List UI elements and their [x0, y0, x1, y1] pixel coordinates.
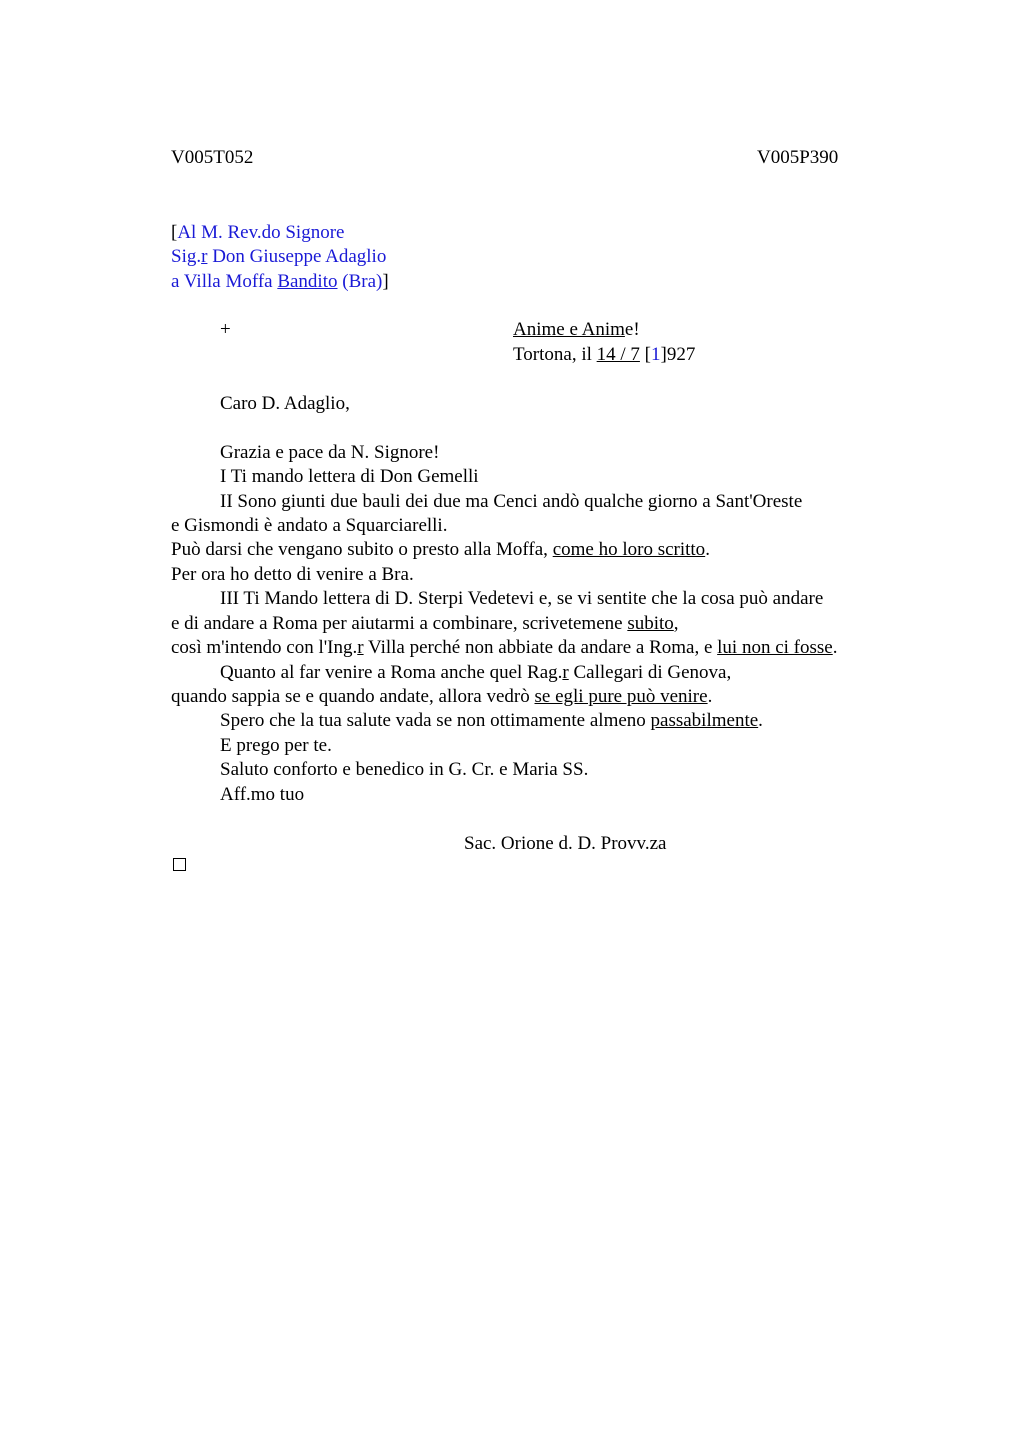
address-line-3 — [171, 270, 389, 294]
body-underlined: come ho loro scritto — [552, 539, 706, 560]
address-text: Al M. Rev.do Signore — [177, 222, 345, 243]
body-line: e Gismondi è andato a Squarciarelli. — [171, 515, 448, 536]
body-line: II Sono giunti due bauli dei due ma Cenci andò qualche giorno a Sant'Oreste — [220, 491, 803, 512]
body-text: . — [707, 686, 713, 707]
motto — [513, 318, 640, 342]
body-underlined: subito — [627, 613, 674, 634]
signature: Sac. Orione d. D. Provv.za — [464, 833, 667, 854]
bracket-open: [ — [171, 222, 178, 243]
salutation: Caro D. Adaglio, — [220, 393, 350, 414]
body-line: III Ti Mando lettera di D. Sterpi Vedetevi e, se vi sentite che la cosa può andare — [220, 588, 824, 609]
dateline-prefix: Tortona, il — [513, 344, 597, 365]
body-text: . — [758, 710, 763, 731]
address-line-1 — [171, 221, 344, 245]
body-line: I Ti mando lettera di Don Gemelli — [220, 466, 479, 487]
document-code-right: V005P390 — [757, 147, 839, 168]
dateline-date: 14 / 7 — [596, 344, 640, 365]
body-underlined: se egli pure può venire — [534, 686, 708, 707]
dateline-year-fill: 1 — [651, 344, 661, 365]
body-line — [171, 538, 710, 562]
document-code-left: V005T052 — [171, 147, 254, 168]
motto-underlined: Anime e Anim — [513, 319, 625, 340]
body-text: . — [832, 637, 838, 658]
body-text: Villa perché non abbiate da andare a Roma, e — [363, 637, 718, 658]
body-text: Callegari di Genova, — [568, 662, 732, 683]
bracket-close: ] — [382, 271, 389, 292]
dateline-year: 927 — [666, 344, 696, 365]
body-text: . — [705, 539, 710, 560]
dateline — [513, 343, 695, 367]
body-line — [171, 612, 679, 636]
body-line: E prego per te. — [220, 735, 332, 756]
body-line: Saluto conforto e benedico in G. Cr. e Maria SS. — [220, 759, 589, 780]
body-line: Per ora ho detto di venire a Bra. — [171, 564, 414, 585]
address-text: (Bra) — [337, 271, 383, 292]
body-text: quando sappia se e quando andate, allora vedrò — [171, 686, 535, 707]
body-text: così m'intendo con l'Ing. — [171, 637, 358, 658]
bracket-open: [ — [644, 344, 651, 365]
square-icon — [173, 858, 186, 871]
address-text: Don Giuseppe Adaglio — [207, 246, 387, 267]
body-text: Quanto al far venire a Roma anche quel Rag. — [220, 662, 563, 683]
address-text: Sig. — [171, 246, 202, 267]
body-line — [220, 709, 763, 733]
bracket-close: ] — [660, 344, 667, 365]
motto-rest: e! — [624, 319, 640, 340]
body-superscript: r — [357, 637, 364, 658]
body-superscript: r — [562, 662, 569, 683]
address-text: a Villa Moffa — [171, 271, 278, 292]
body-line — [171, 636, 837, 660]
address-superscript: r — [201, 246, 208, 267]
body-underlined: lui non ci fosse — [717, 637, 833, 658]
cross-symbol: + — [220, 319, 231, 340]
closing: Aff.mo tuo — [220, 784, 305, 805]
address-line-2 — [171, 245, 386, 269]
body-text: , — [673, 613, 679, 634]
body-line: Grazia e pace da N. Signore! — [220, 442, 440, 463]
body-text: Può darsi che vengano subito o presto alla Moffa, — [171, 539, 553, 560]
body-underlined: passabilmente — [650, 710, 759, 731]
address-place-underlined: Bandito — [277, 271, 338, 292]
body-line — [220, 661, 731, 685]
body-text: e di andare a Roma per aiutarmi a combinare, scrivetemene — [171, 613, 628, 634]
body-line — [171, 685, 712, 709]
body-text: Spero che la tua salute vada se non ottimamente almeno — [220, 710, 651, 731]
